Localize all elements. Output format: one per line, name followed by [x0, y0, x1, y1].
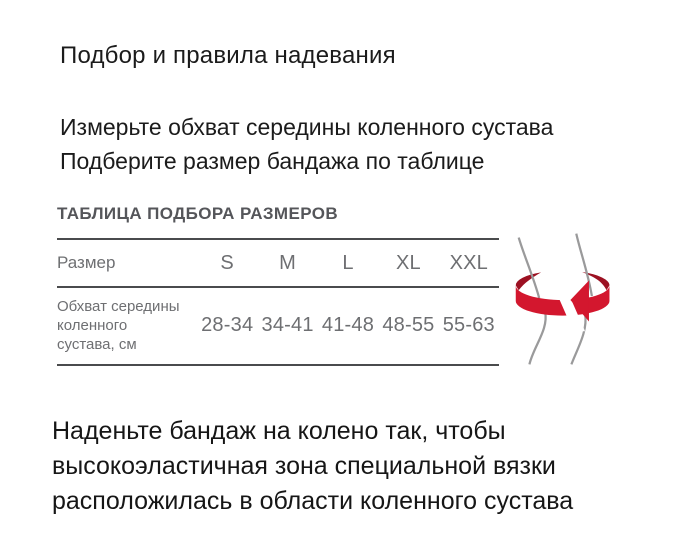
intro-line-choose: Подберите размер бандажа по таблице	[60, 148, 485, 174]
size-table-header-row	[57, 240, 499, 288]
size-table-section	[57, 204, 499, 366]
girth-cell-s: 28-34	[201, 313, 254, 336]
size-cell-xxl: XXL	[449, 251, 488, 274]
size-cell-xl: XL	[395, 251, 421, 274]
size-cell-l: L	[342, 251, 354, 274]
footer-line-1: Наденьте бандаж на колено так, чтобы	[52, 417, 506, 445]
girth-row-label	[57, 297, 197, 354]
intro-line-measure: Измерьте обхват середины коленного сустава	[60, 114, 554, 140]
girth-label-line-1: Обхват середины	[57, 297, 180, 315]
size-table-heading: ТАБЛИЦА ПОДБОРА РАЗМЕРОВ	[57, 204, 339, 223]
girth-cell-m: 34-41	[261, 313, 314, 336]
size-table-values-row	[57, 288, 499, 364]
girth-cell-xl: 48-55	[382, 313, 435, 336]
footer-line-3: расположилась в области коленного сустава	[52, 487, 574, 515]
size-table	[57, 238, 499, 366]
knee-wrap-icon	[506, 228, 628, 370]
page-title: Подбор и правила надевания	[60, 42, 396, 69]
girth-label-line-2: коленного	[57, 316, 128, 334]
intro-paragraph	[60, 110, 553, 178]
girth-label-line-3: сустава, см	[57, 335, 137, 353]
footer-paragraph	[52, 414, 573, 519]
size-row-label: Размер	[57, 253, 116, 272]
leg-line-lower-left	[529, 312, 545, 365]
girth-cell-l: 41-48	[321, 313, 375, 336]
size-cell-s: S	[220, 251, 234, 274]
footer-line-2: высокоэластичная зона специальной вязки	[52, 452, 556, 480]
leg-line-upper-left	[519, 238, 539, 299]
size-cell-m: M	[279, 251, 297, 274]
band-rim-left	[516, 272, 541, 290]
girth-cell-xxl: 55-63	[442, 313, 495, 336]
